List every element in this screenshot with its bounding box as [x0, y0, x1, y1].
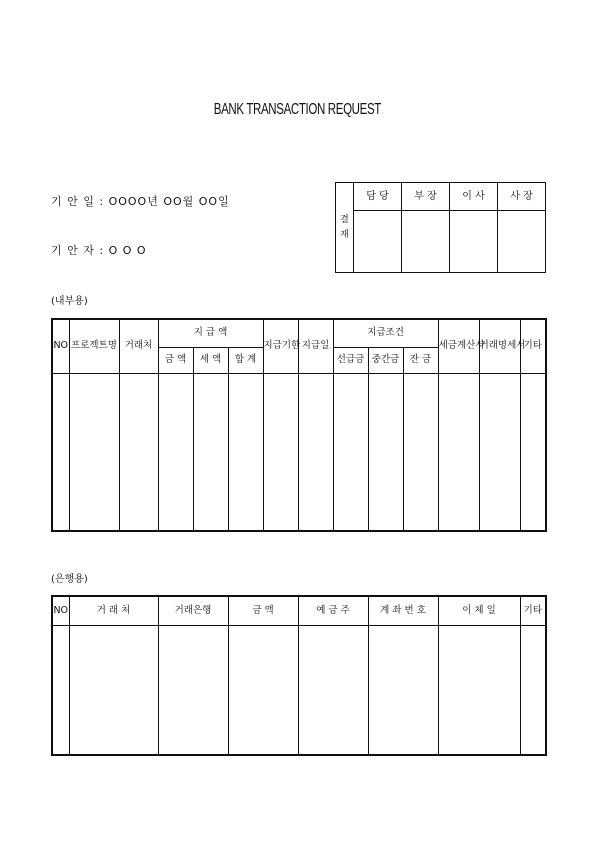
col-balance: 잔 금 — [403, 347, 438, 373]
approval-sign-director[interactable] — [450, 211, 498, 273]
approval-table — [335, 182, 546, 273]
cell-no[interactable] — [52, 625, 69, 755]
col-tax-invoice: 세금계산서 — [438, 319, 479, 373]
cell-total[interactable] — [228, 373, 263, 531]
bank-section-label: (은행용) — [51, 574, 88, 585]
cell-transfer-date[interactable] — [438, 625, 520, 755]
col-due-date: 지급기한 — [263, 319, 298, 373]
approval-role-ceo: 사 장 — [498, 183, 546, 211]
approval-sign-manager[interactable] — [402, 211, 450, 273]
approval-role-staff: 담 당 — [354, 183, 402, 211]
col-project: 프로젝트명 — [69, 319, 119, 373]
col-account: 계 좌 번 호 — [368, 596, 438, 625]
drafter-name: 기 안 자 : O O O — [51, 244, 147, 257]
col-pay-date: 지급일 — [298, 319, 333, 373]
cell-bank[interactable] — [158, 625, 228, 755]
draft-date: 기 안 일 : OOOO년 OO월 OO일 — [51, 195, 230, 208]
cell-advance[interactable] — [333, 373, 368, 531]
col-total: 합 계 — [228, 347, 263, 373]
col-no: NO — [52, 596, 69, 625]
cell-interim[interactable] — [368, 373, 403, 531]
col-statement: 거래명세서 — [479, 319, 520, 373]
cell-client[interactable] — [119, 373, 158, 531]
approval-label: 결 재 — [336, 183, 354, 273]
col-client: 거래처 — [119, 319, 158, 373]
col-no: NO — [52, 319, 69, 373]
col-bank: 거래은행 — [158, 596, 228, 625]
col-advance: 선급금 — [333, 347, 368, 373]
internal-table — [51, 318, 547, 532]
col-terms: 지급조건 — [333, 319, 438, 347]
cell-tax-invoice[interactable] — [438, 373, 479, 531]
approval-role-director: 이 사 — [450, 183, 498, 211]
col-transfer-date: 이 체 일 — [438, 596, 520, 625]
col-other: 기타 — [520, 319, 546, 373]
col-client: 거 래 처 — [69, 596, 158, 625]
col-interim: 중간금 — [368, 347, 403, 373]
col-amount: 금 액 — [228, 596, 298, 625]
cell-pay-date[interactable] — [298, 373, 333, 531]
col-amount: 금 액 — [158, 347, 193, 373]
cell-client[interactable] — [69, 625, 158, 755]
approval-sign-ceo[interactable] — [498, 211, 546, 273]
table-row — [52, 373, 546, 531]
col-depositor: 예 금 주 — [298, 596, 368, 625]
cell-account[interactable] — [368, 625, 438, 755]
cell-other[interactable] — [520, 373, 546, 531]
bank-table — [51, 595, 547, 756]
cell-balance[interactable] — [403, 373, 438, 531]
document-title: BANK TRANSACTION REQUEST — [213, 101, 381, 118]
col-payment-amount: 지 급 액 — [158, 319, 263, 347]
table-row — [52, 625, 546, 755]
col-tax: 세 액 — [193, 347, 228, 373]
cell-tax[interactable] — [193, 373, 228, 531]
cell-amount[interactable] — [158, 373, 193, 531]
internal-section-label: (내부용) — [51, 296, 88, 307]
cell-depositor[interactable] — [298, 625, 368, 755]
approval-sign-staff[interactable] — [354, 211, 402, 273]
approval-role-manager: 부 장 — [402, 183, 450, 211]
cell-other[interactable] — [520, 625, 546, 755]
cell-project[interactable] — [69, 373, 119, 531]
cell-due-date[interactable] — [263, 373, 298, 531]
cell-no[interactable] — [52, 373, 69, 531]
cell-statement[interactable] — [479, 373, 520, 531]
cell-amount[interactable] — [228, 625, 298, 755]
col-other: 기타 — [520, 596, 546, 625]
